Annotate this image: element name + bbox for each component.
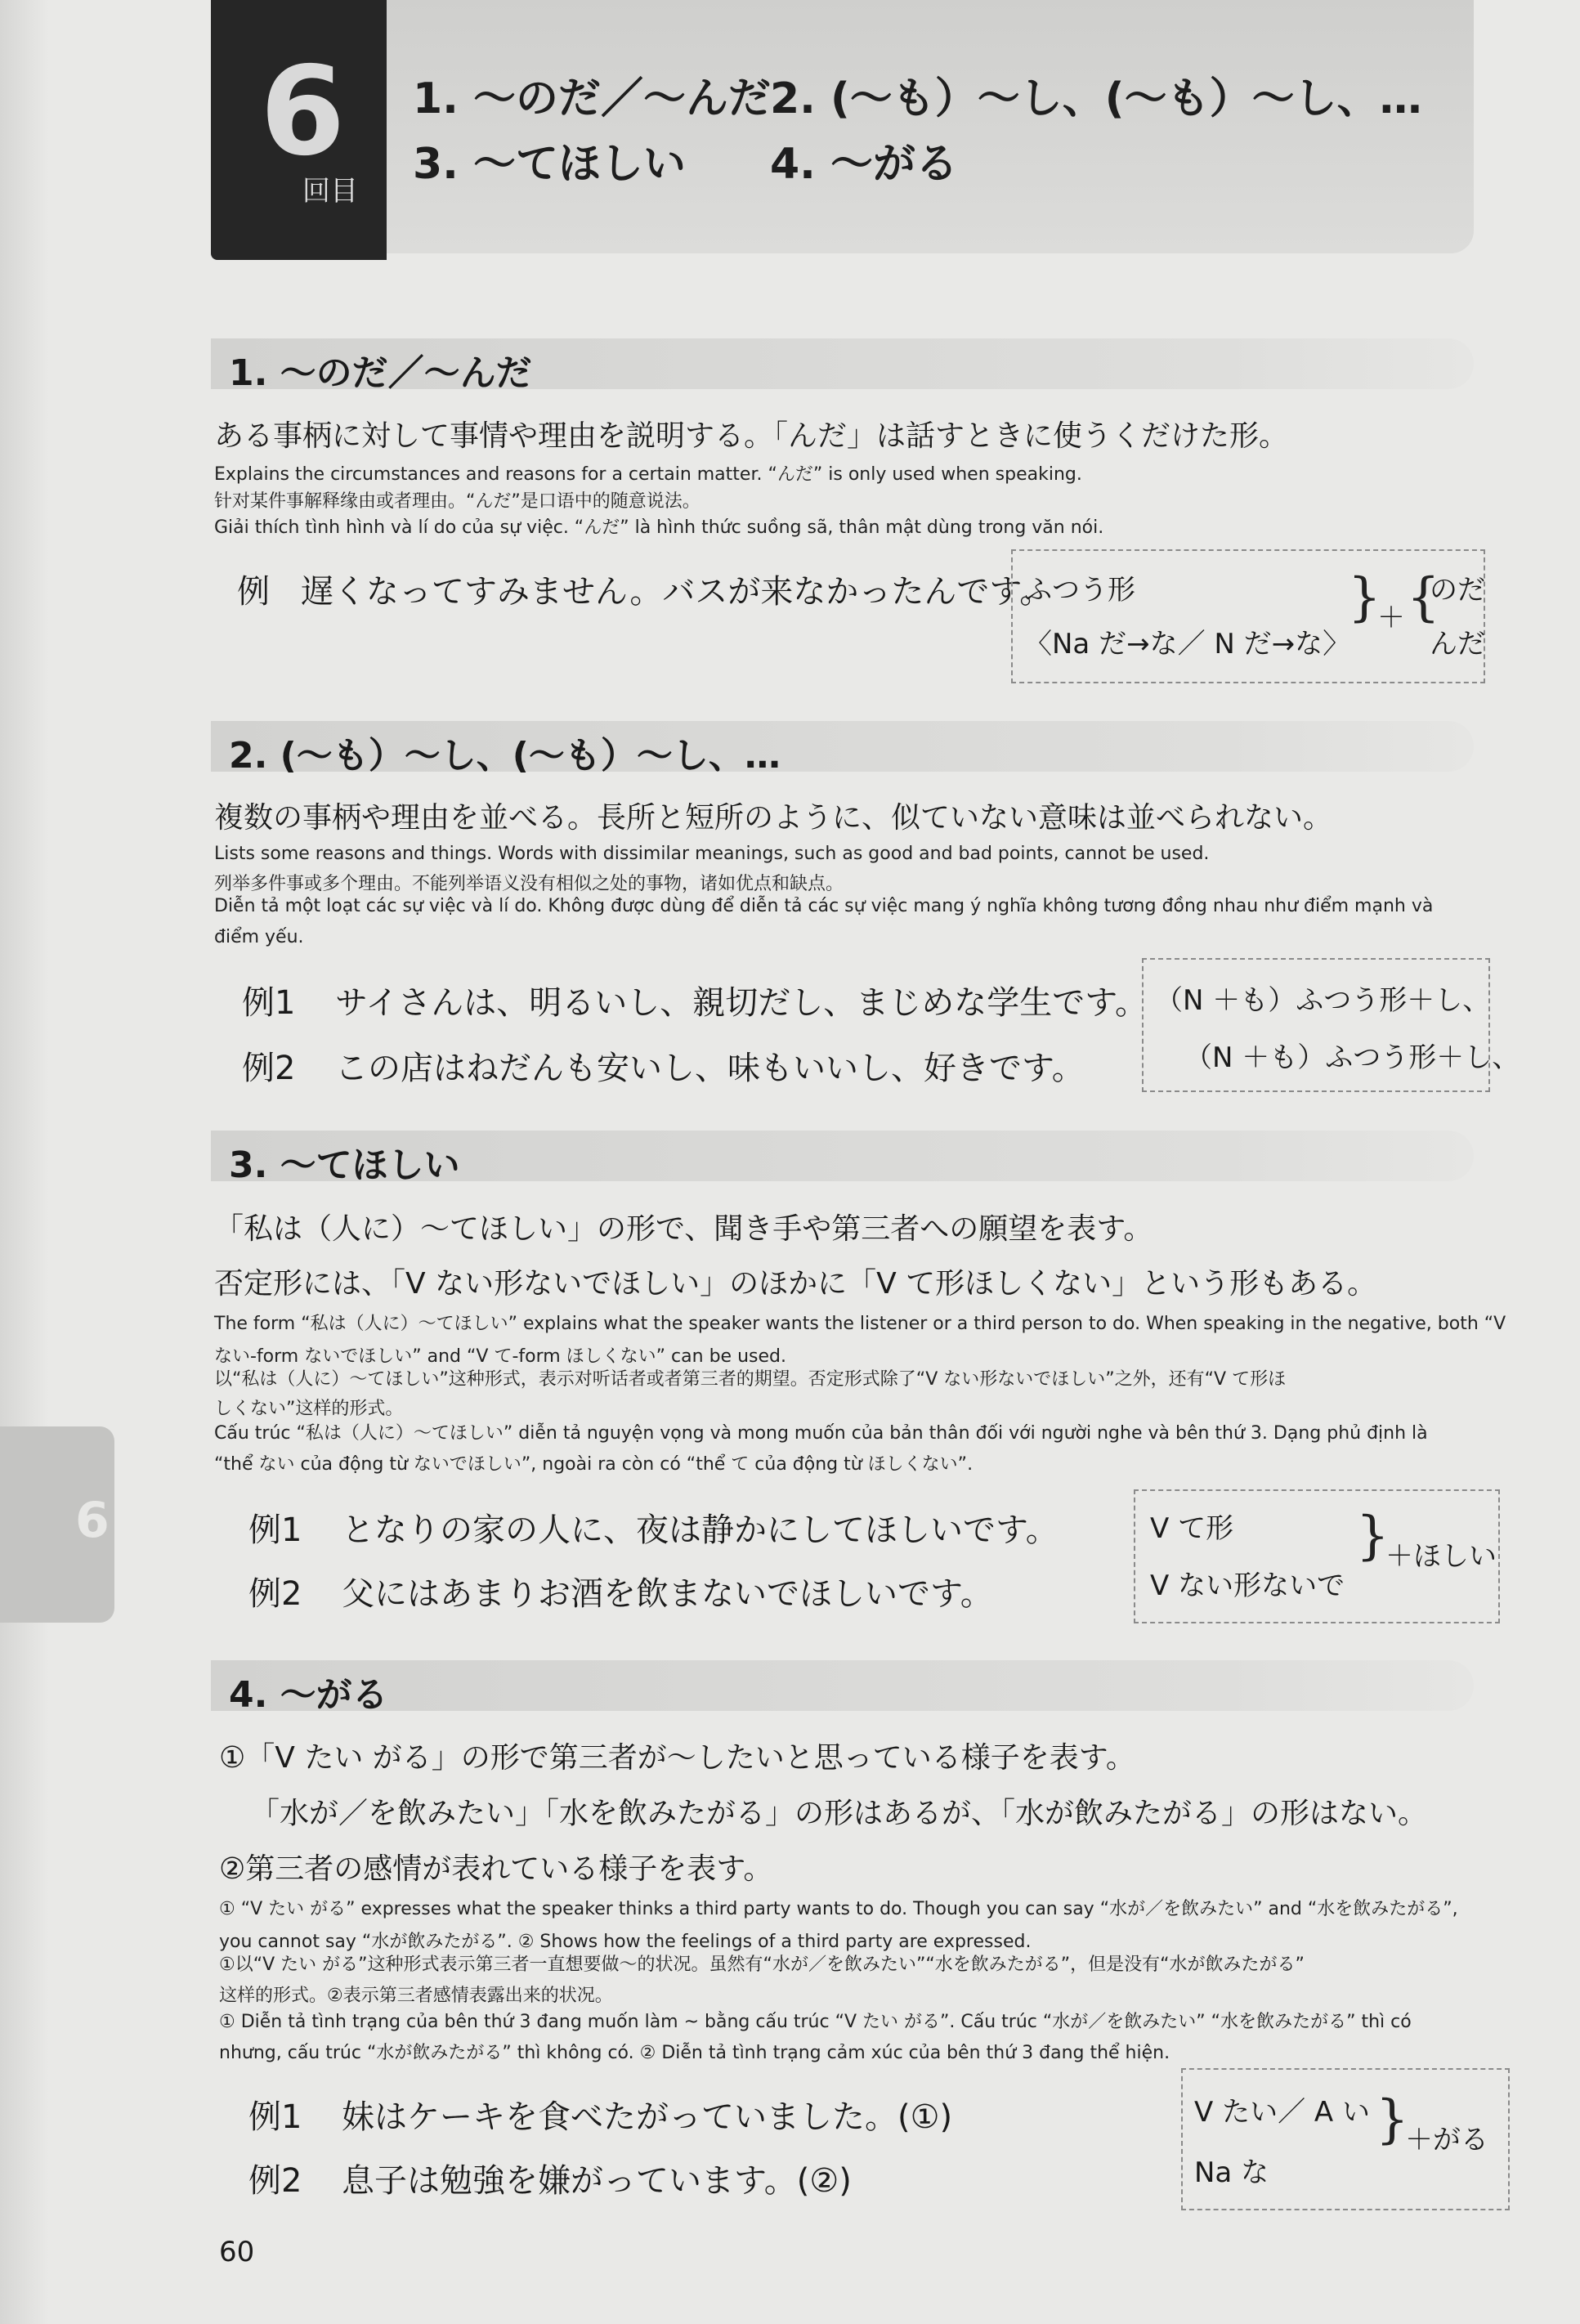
section-4-chinese-2: 这样的形式。②表示第三者感情表露出来的状况。 bbox=[219, 1986, 613, 2006]
section-4-title: 4. ～がる bbox=[229, 1674, 388, 1716]
example-1-label: 例1 bbox=[248, 2098, 302, 2136]
example-1-sentence: 妹はケーキを食べたがっていました。(①) bbox=[342, 2098, 953, 2136]
example-sentence: 遅くなってすみません。バスが来なかったんです。 bbox=[301, 573, 1053, 611]
section-3-english-2: ない-form ないでほしい” and “V て-form ほしくない” can be used. bbox=[214, 1346, 786, 1367]
example-2-label: 例2 bbox=[248, 2162, 302, 2200]
pattern-line-1: （N ＋も）ふつう形＋し、 bbox=[1155, 984, 1491, 1017]
example-1-label: 例1 bbox=[248, 1511, 302, 1549]
section-4-vietnamese-1: ① Diễn tả tình trạng của bên thứ 3 đang muốn làm ~ bằng cấu trúc “V たい がる”. Cấu trúc “水が／を飲みたい” “水を飲みたがる” thì có bbox=[219, 2012, 1412, 2032]
example-2-label: 例2 bbox=[248, 1575, 302, 1613]
section-4-vietnamese-2: nhưng, cấu trúc “水が飲みたがる” thì không có. ② Diễn tả tình trạng cảm xúc của bên thứ 3 đang thể hiện. bbox=[219, 2043, 1170, 2063]
section-1-bar bbox=[211, 338, 1474, 394]
section-2-explanation: 複数の事柄や理由を並べる。長所と短所のように、似ていない意味は並べられない。 bbox=[214, 801, 1333, 835]
section-2-vietnamese-1: Diễn tả một loạt các sự việc và lí do. Không được dùng để diễn tả các sự việc mang ý nghĩa không tương đồng nhau như điểm mạnh và bbox=[214, 896, 1434, 916]
section-3-title: 3. ～てほしい bbox=[229, 1144, 460, 1186]
example-1-sentence: サイさんは、明るいし、親切だし、まじめな学生です。 bbox=[335, 984, 1148, 1022]
pattern-plus: ＋ bbox=[1377, 602, 1405, 634]
side-tab-number: 6 bbox=[75, 1492, 110, 1549]
pattern-line-2: （N ＋も）ふつう形＋し、 bbox=[1184, 1041, 1520, 1074]
section-4-english-2: you cannot say “水が飲みたがる”. ② Shows how the feelings of a third party are expressed. bbox=[219, 1932, 1032, 1952]
lesson-suffix: 回目 bbox=[302, 175, 358, 208]
example-1-sentence: となりの家の人に、夜は静かにしてほしいです。 bbox=[342, 1511, 1059, 1549]
example-2-sentence: 父にはあまりお酒を飲まないでほしいです。 bbox=[342, 1575, 993, 1613]
example-2-label: 例2 bbox=[242, 1050, 296, 1087]
section-3-pattern-box bbox=[1134, 1489, 1500, 1623]
pattern-line-2: Na な bbox=[1194, 2156, 1269, 2189]
section-2-english: Lists some reasons and things. Words with dissimilar meanings, such as good and bad points, cannot be used. bbox=[214, 844, 1210, 864]
pattern-result-1: のだ bbox=[1430, 574, 1485, 607]
section-2-vietnamese-2: điểm yếu. bbox=[214, 927, 304, 947]
example-1-label: 例1 bbox=[242, 984, 296, 1022]
pattern-suffix: ＋ほしい bbox=[1385, 1540, 1497, 1573]
header-title-4: 4. ～がる bbox=[770, 140, 959, 189]
section-4-chinese-1: ①以“V たい がる”这种形式表示第三者一直想要做～的状况。虽然有“水が／を飲みたい”“水を飲みたがる”，但是没有“水が飲みたがる” bbox=[219, 1955, 1305, 1975]
section-4-explanation-3: ②第三者の感情が表れている様子を表す。 bbox=[219, 1852, 773, 1886]
section-4-pattern-box bbox=[1181, 2068, 1510, 2210]
section-2-chinese: 列举多件事或多个理由。不能列举语义没有相似之处的事物，诸如优点和缺点。 bbox=[214, 874, 844, 894]
brace-right: } bbox=[1348, 567, 1381, 628]
pattern-result-2: んだ bbox=[1430, 628, 1485, 660]
section-1-title: 1. ～のだ／～んだ bbox=[229, 352, 532, 394]
section-3-bar bbox=[211, 1131, 1474, 1186]
brace-right: } bbox=[1356, 1506, 1390, 1566]
pattern-line-1: V たい／ A い bbox=[1194, 2096, 1370, 2129]
header-title-1: 1. ～のだ／～んだ bbox=[413, 74, 772, 123]
lesson-header bbox=[211, 0, 1474, 253]
pattern-line-1: V て形 bbox=[1150, 1512, 1234, 1545]
brace-right: } bbox=[1376, 2089, 1409, 2150]
pattern-line-1: ふつう形 bbox=[1024, 574, 1135, 607]
section-3-chinese-1: 以“私は（人に）～てほしい”这种形式，表示对听话者或者第三者的期望。否定形式除了“V ない形ないでほしい”之外，还有“V て形ほ bbox=[214, 1369, 1287, 1390]
section-3-english-1: The form “私は（人に）～てほしい” explains what the speaker wants the listener or a third person to do. When speaking in the negative, both “V bbox=[214, 1314, 1506, 1334]
lesson-number: 6 bbox=[260, 41, 346, 183]
section-2-bar bbox=[211, 721, 1474, 777]
header-title-2: 2. (～も）～し、(～も）～し、… bbox=[770, 74, 1422, 123]
section-3-explanation-2: 否定形には、「V ない形ないでほしい」のほかに「V て形ほしくない」という形もある。 bbox=[214, 1267, 1377, 1301]
section-2-title: 2. (～も）～し、(～も）～し、… bbox=[229, 735, 781, 777]
header-title-3: 3. ～てほしい bbox=[413, 140, 687, 189]
page-number: 60 bbox=[219, 2236, 255, 2268]
section-4-english-1: ① “V たい がる” expresses what the speaker thinks a third party wants to do. Though you can say “水が／を飲みたい” and “水を飲みたがる”, bbox=[219, 1899, 1458, 1919]
section-3-chinese-2: しくない”这样的形式。 bbox=[214, 1399, 404, 1419]
section-3-vietnamese-1: Cấu trúc “私は（人に）～てほしい” diễn tả nguyện vọng và mong muốn của bản thân đối với người nghe và bên thứ 3. Dạng phủ định là bbox=[214, 1423, 1428, 1444]
example-2-sentence: 息子は勉強を嫌がっています。(②) bbox=[342, 2162, 852, 2200]
pattern-line-2: V ない形ないで bbox=[1150, 1569, 1345, 1602]
section-1-english: Explains the circumstances and reasons for a certain matter. “んだ” is only used when speaking. bbox=[214, 464, 1082, 485]
section-1-pattern-box bbox=[1011, 549, 1485, 683]
pattern-line-2: 〈Na だ→な／ N だ→な〉 bbox=[1024, 628, 1351, 660]
lesson-tab bbox=[211, 0, 387, 260]
section-4-explanation-2: 「水が／を飲みたい」「水を飲みたがる」の形はあるが、「水が飲みたがる」の形はない。 bbox=[250, 1797, 1428, 1830]
brace-left: { bbox=[1407, 567, 1440, 628]
section-1-chinese: 针对某件事解释缘由或者理由。“んだ”是口语中的随意说法。 bbox=[214, 491, 700, 512]
section-2-pattern-box bbox=[1142, 958, 1520, 1092]
pattern-suffix: ＋がる bbox=[1405, 2124, 1488, 2156]
example-2-sentence: この店はねだんも安いし、味もいいし、好きです。 bbox=[335, 1050, 1085, 1087]
section-1-explanation: ある事柄に対して事情や理由を説明する。「んだ」は話すときに使うくだけた形。 bbox=[214, 419, 1289, 453]
section-1-vietnamese: Giải thích tình hình và lí do của sự việc. “んだ” là hình thức suồng sã, thân mật dùng trong văn nói. bbox=[214, 517, 1104, 538]
section-3-explanation-1: 「私は（人に）～てほしい」の形で、聞き手や第三者への願望を表す。 bbox=[214, 1212, 1153, 1246]
page-edge bbox=[0, 0, 49, 2324]
example-label: 例 bbox=[237, 573, 270, 611]
section-4-explanation-1: ①「V たい がる」の形で第三者が～したいと思っている様子を表す。 bbox=[219, 1741, 1135, 1775]
chapter-side-tab bbox=[0, 1426, 114, 1623]
section-4-bar bbox=[211, 1660, 1474, 1716]
section-3-vietnamese-2: “thể ない của động từ ないでほしい”, ngoài ra còn có “thể て của động từ ほしくない”. bbox=[214, 1454, 974, 1475]
